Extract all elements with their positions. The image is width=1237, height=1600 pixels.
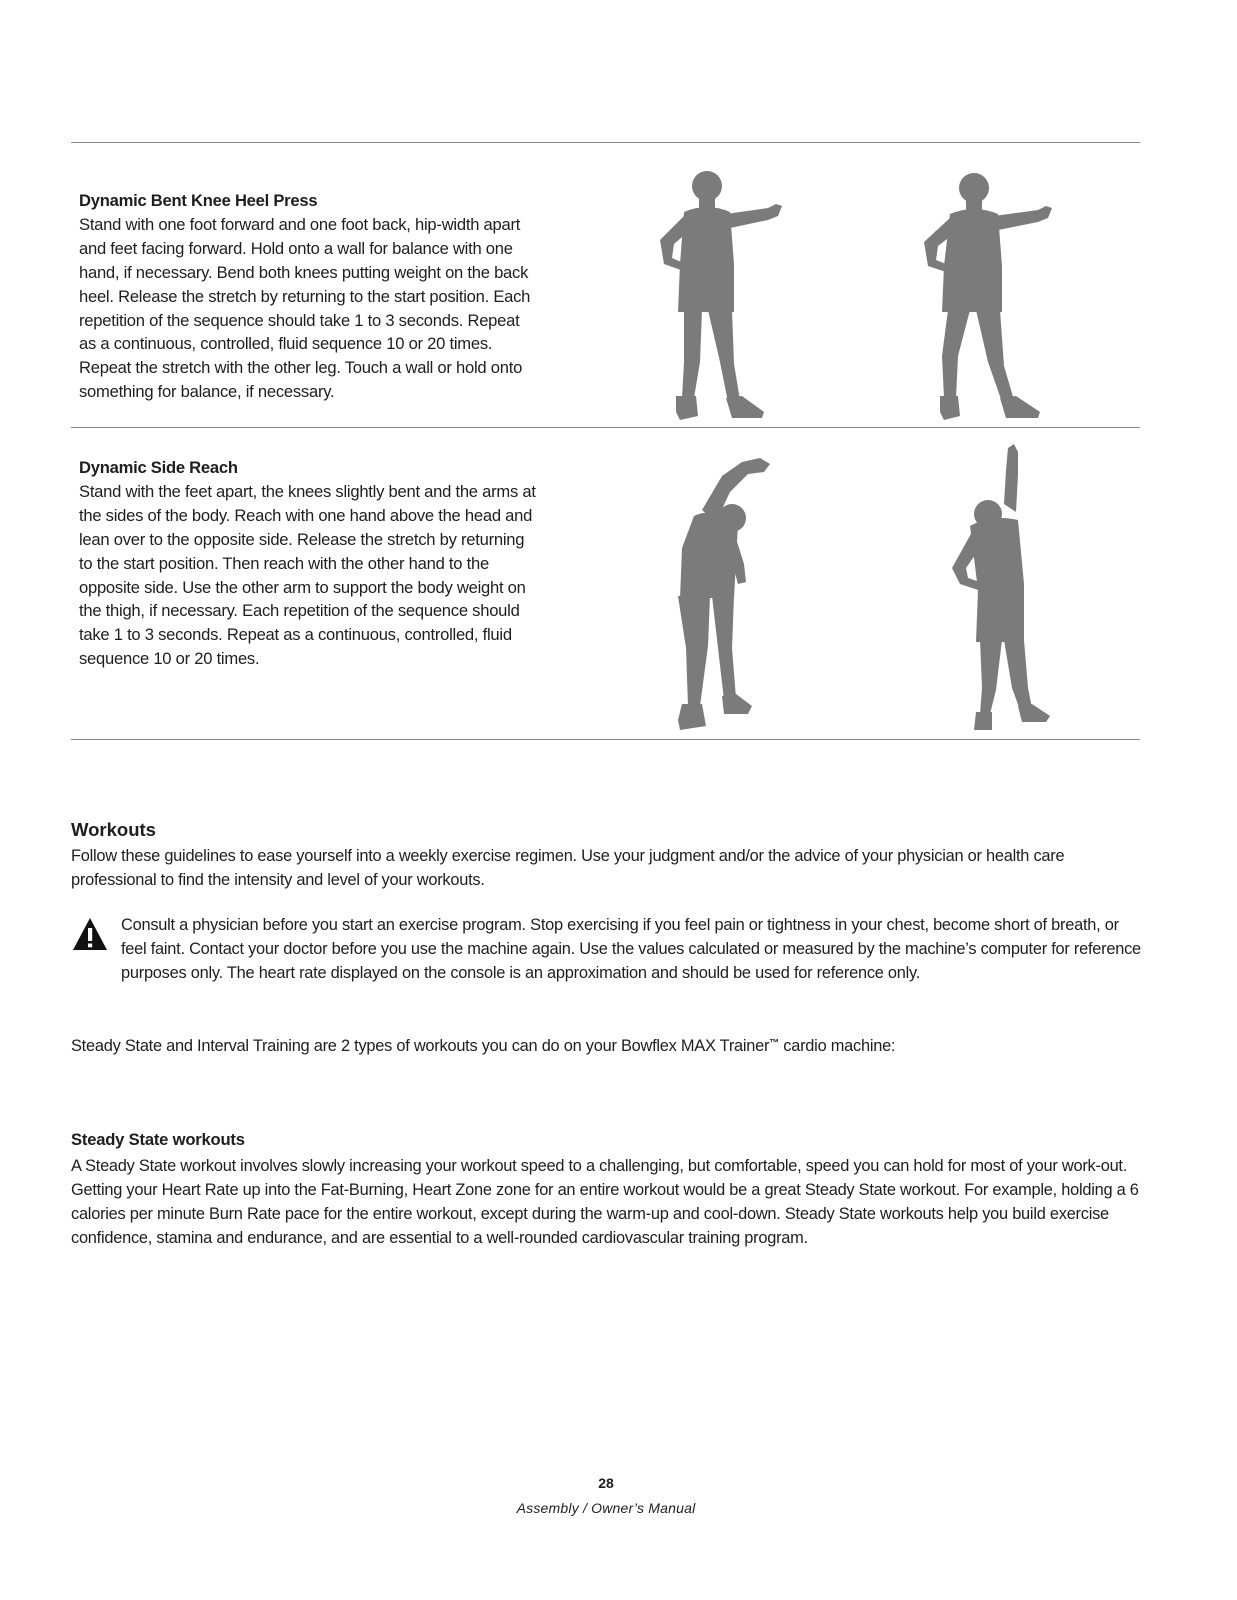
top-divider [71, 142, 1140, 143]
workouts-heading: Workouts [71, 819, 156, 840]
heel-press-figure-bent [912, 166, 1062, 424]
workout-types-tail: cardio machine: [778, 1037, 896, 1055]
warning-triangle-icon [72, 917, 108, 951]
manual-title: Assembly / Owner’s Manual [516, 1500, 696, 1516]
steady-state-heading: Steady State workouts [71, 1130, 245, 1149]
heel-press-figure-start [650, 166, 790, 424]
workouts-intro: Follow these guidelines to ease yourself into a weekly exercise regimen. Use your judgment and/or the advice of your physician or health care professional to find the intensity and level of your workouts. [71, 847, 1065, 889]
stretch-bent-knee [79, 189, 539, 404]
steady-state-body: A Steady State workout involves slowly increasing your workout speed to a challenging, but comfortable, speed you can hold for most of your work-out. Getting your Heart Rate up into the Fat-Burning, Heart Zone zone for an entire workout would be a great Steady State workout. For example, holding a 6 calories per minute Burn Rate pace for the entire workout, except during the warm-up and cool-down. Steady State workouts help you build exercise confidence, stamina and endurance, and are essential to a well-rounded cardiovascular training program. [71, 1157, 1139, 1247]
stretch-description: Stand with one foot forward and one foot back, hip-width apart and feet facing forward. Hold onto a wall for balance with one hand, if necessary. Bend both knees putting weight on the back heel. Release the stretch by returning to the start position. Each repetition of the sequence should take 1 to 3 seconds. Repeat as a continuous, controlled, fluid sequence 10 or 20 times. Repeat the stretch with the other leg. Touch a wall or hold onto something for balance, if necessary. [79, 214, 531, 402]
page-number: 28 [598, 1475, 614, 1491]
side-reach-figure-reach [942, 440, 1062, 732]
workout-types-lead: Steady State and Interval Training are 2 types of workouts you can do on your Bowflex MAX Trainer [71, 1037, 770, 1055]
stretch-title: Dynamic Side Reach [79, 458, 238, 477]
stretch-side-reach [79, 456, 539, 671]
stretch-description: Stand with the feet apart, the knees slightly bent and the arms at the sides of the body. Reach with one hand above the head and lean over to the opposite side. Release the stretch by returning to the start position. Then reach with the other hand to the opposite side. Use the other arm to support the body weight on the thigh, if necessary. Each repetition of the sequence should take 1 to 3 seconds. Repeat as a continuous, controlled, fluid sequence 10 or 20 times. [79, 481, 536, 669]
section-divider [71, 739, 1140, 740]
side-reach-figure-lean [660, 452, 780, 734]
trademark-symbol: ™ [769, 1038, 779, 1049]
warning-text: Consult a physician before you start an exercise program. Stop exercising if you feel pain or tightness in your chest, become short of breath, or feel faint. Contact your doctor before you use the machine again. Use the values calculated or measured by the machine’s computer for reference purposes only. The heart rate displayed on the console is an approximation and should be used for reference only. [121, 916, 1141, 982]
stretch-divider [71, 427, 1140, 428]
stretch-title: Dynamic Bent Knee Heel Press [79, 191, 318, 210]
workout-types-text [71, 1034, 1146, 1058]
